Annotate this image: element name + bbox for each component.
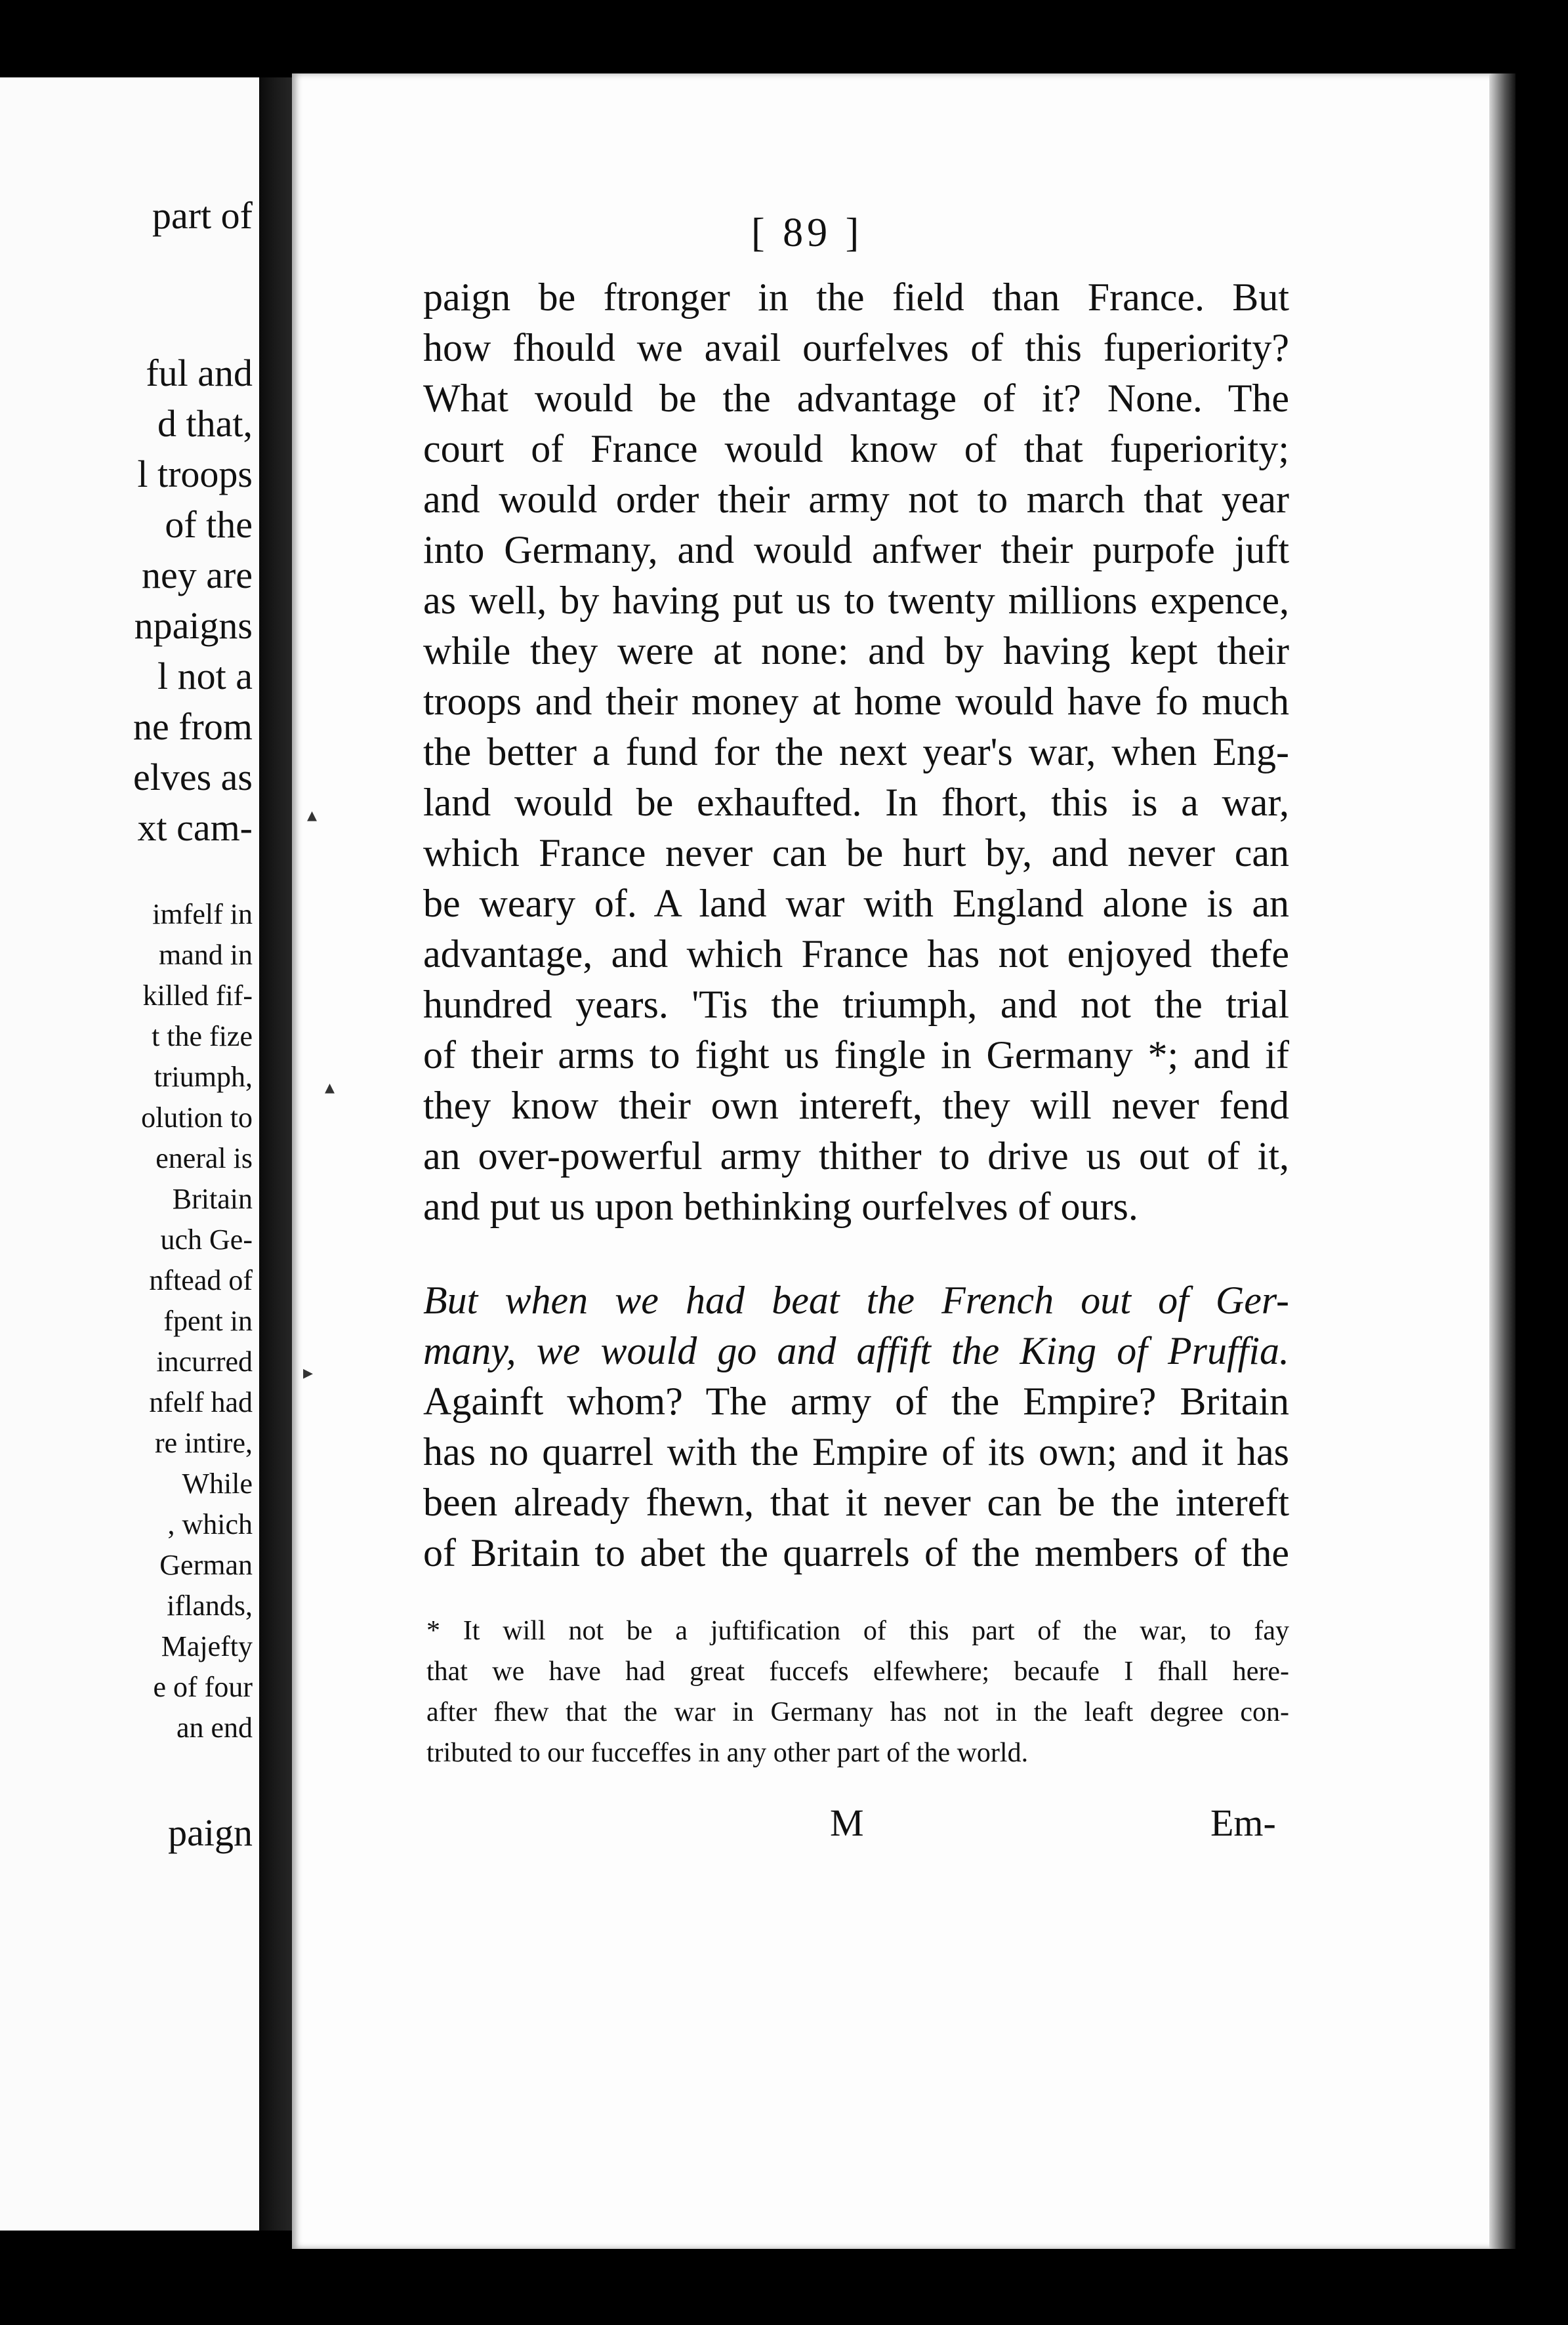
left-page-line: of the	[165, 503, 253, 546]
left-page-line: t the fize	[152, 1020, 253, 1052]
para1-line: which France never can be hurt by, and never can	[423, 831, 1289, 874]
para2-line: has no quarrel with the Empire of its own; and it has	[423, 1430, 1289, 1473]
left-page-line: an end	[176, 1712, 253, 1744]
para1-line: the better a fund for the next year's war, when Eng-	[423, 730, 1289, 773]
main-text	[423, 272, 1289, 1578]
left-page-line: imfelf in	[152, 898, 253, 930]
para1-line: into Germany, and would anfwer their purpofe juft	[423, 528, 1289, 571]
para1-line: how fhould we avail ourfelves of this fuperiority?	[423, 326, 1289, 369]
left-page-line: l not a	[157, 655, 253, 697]
para1-line: What would be the advantage of it? None. The	[423, 377, 1289, 420]
para1-line: hundred years. 'Tis the triumph, and not the trial	[423, 983, 1289, 1026]
italic-line-1: But when we had beat the French out of Ger-	[423, 1279, 1289, 1322]
para1-line: and put us upon bethinking ourfelves of ours.	[423, 1185, 1138, 1228]
footnote-line: tributed to our fucceffes in any other part of the world.	[426, 1738, 1029, 1768]
left-page-line: nftead of	[149, 1264, 253, 1296]
footnote-line: that we have had great fuccefs elfewhere; becaufe I fhall here-	[426, 1656, 1289, 1687]
left-page-line: eneral is	[155, 1142, 253, 1174]
para1-line: paign be ftronger in the field than France. But	[423, 276, 1289, 319]
left-page-line: l troops	[137, 453, 253, 495]
left-page-line: ney are	[141, 554, 253, 596]
left-page-line: paign	[168, 1811, 253, 1854]
page-edge	[1489, 73, 1516, 2249]
para1-line: be weary of. A land war with England alone is an	[423, 882, 1289, 925]
para2-line: Againft whom? The army of the Empire? Britain	[423, 1380, 1289, 1423]
left-page-line: elves as	[133, 756, 253, 798]
left-page-line: killed fif-	[142, 979, 253, 1012]
left-page-line: re intire,	[154, 1427, 253, 1459]
left-page-line: triumph,	[154, 1061, 253, 1093]
left-page-line: ful and	[146, 352, 253, 394]
left-page-line: e of four	[153, 1671, 253, 1703]
footnote-line: * It will not be a juftification of this part of the war, to fay	[426, 1616, 1289, 1646]
left-page-line: mand in	[159, 939, 253, 971]
para1-line: land would be exhaufted. In fhort, this is a war,	[423, 781, 1289, 824]
paragraph-1	[423, 272, 1289, 1232]
para1-line: advantage, and which France has not enjoyed thefe	[423, 932, 1289, 976]
para1-line: of their arms to fight us fingle in Germany *; and if	[423, 1033, 1289, 1077]
footnote-line: after fhew that the war in Germany has not in the leaft degree con-	[426, 1697, 1289, 1727]
para1-line: court of France would know of that fuperiority;	[423, 427, 1289, 470]
para1-line: troops and their money at home would have fo much	[423, 680, 1289, 723]
left-page-line: iflands,	[167, 1590, 253, 1622]
para1-line: as well, by having put us to twenty millions expence,	[423, 579, 1289, 622]
left-page-line: npaigns	[134, 604, 253, 647]
catchword: Em-	[1210, 1801, 1276, 1844]
left-page-line: German	[159, 1549, 253, 1581]
left-page-line: incurred	[156, 1346, 253, 1378]
para1-line: while they were at none: and by having kept their	[423, 629, 1289, 672]
italic-line-2: many, we would go and affift the King of Pruffia.	[423, 1329, 1289, 1372]
para2-line: of Britain to abet the quarrels of the members of the	[423, 1531, 1289, 1574]
left-page-line: Majefty	[161, 1630, 253, 1662]
page-number: [ 89 ]	[751, 211, 863, 255]
left-page-line: xt cam-	[137, 806, 253, 849]
left-page-line: olution to	[141, 1101, 253, 1134]
para2-line: been already fhewn, that it never can be the intereft	[423, 1481, 1289, 1524]
paragraph-2	[423, 1376, 1289, 1578]
footnote	[426, 1611, 1289, 1773]
signature-mark: M	[830, 1801, 864, 1844]
margin-mark: ▴	[307, 804, 318, 826]
left-page-line: , which	[167, 1508, 253, 1540]
left-page-line: d that,	[157, 402, 253, 445]
para1-line: they know their own intereft, they will never fend	[423, 1084, 1289, 1127]
left-page-line: part of	[152, 194, 253, 237]
para1-line: an over-powerful army thither to drive us out of it,	[423, 1134, 1289, 1178]
left-page-line: nfelf had	[149, 1386, 253, 1418]
left-page-line: ne from	[133, 705, 253, 748]
margin-mark: ▸	[303, 1362, 314, 1384]
left-facing-page	[0, 77, 259, 2231]
left-page-line: uch Ge-	[160, 1224, 253, 1256]
left-page-line: Britain	[172, 1183, 253, 1215]
left-page-line: While	[182, 1468, 253, 1500]
para1-line: and would order their army not to march that year	[423, 478, 1289, 521]
margin-mark: ▴	[325, 1077, 335, 1098]
left-page-line: fpent in	[163, 1305, 253, 1337]
